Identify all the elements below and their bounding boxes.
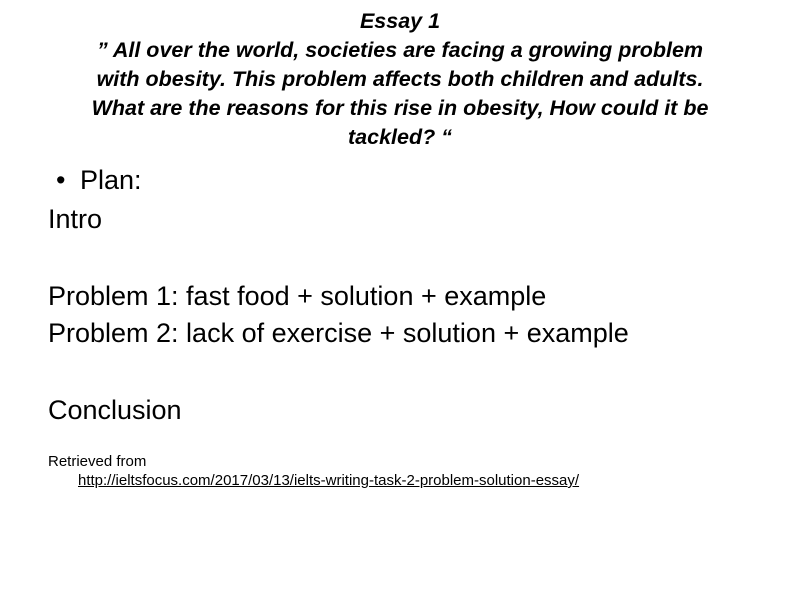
source-link[interactable]: http://ieltsfocus.com/2017/03/13/ielts-writing-task-2-problem-solution-essay/: [78, 472, 580, 489]
title-line-prompt-2: with obesity. This problem affects both children and adults.: [96, 67, 704, 91]
plan-label: Plan:: [80, 165, 142, 195]
slide-title: [40, 7, 760, 152]
title-line-prompt-1: ” All over the world, societies are facing a growing problem: [96, 38, 704, 62]
title-line-prompt-3: What are the reasons for this rise in obesity, How could it be: [91, 96, 709, 120]
plan-problem-1: Problem 1: fast food + solution + example: [48, 281, 547, 311]
plan-intro: Intro: [48, 204, 103, 234]
plan-bullet-item: [56, 163, 142, 197]
plan-problem-2: Problem 2: lack of exercise + solution + example: [48, 318, 629, 348]
title-line-essay-number: Essay 1: [359, 9, 441, 33]
plan-conclusion: Conclusion: [48, 395, 182, 425]
source-label: Retrieved from: [48, 453, 147, 470]
bullet-glyph: •: [56, 165, 66, 195]
title-line-prompt-4: tackled? “: [348, 125, 452, 149]
